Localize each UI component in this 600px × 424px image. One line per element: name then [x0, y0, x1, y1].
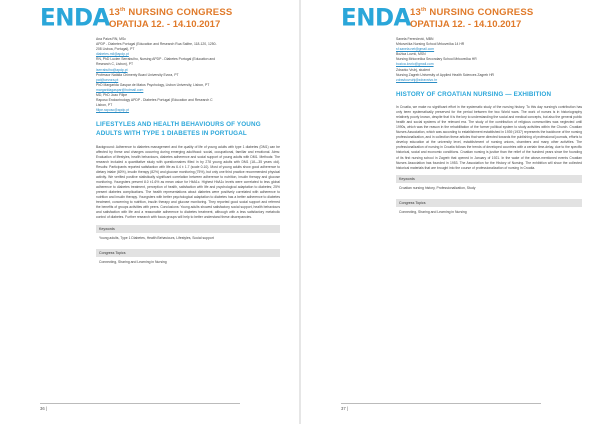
- page-number: 37 |: [341, 403, 541, 411]
- author-block: [96, 37, 280, 113]
- left-page: [0, 0, 299, 424]
- author-line: Ana Paiva RN, MSc: [96, 37, 126, 41]
- enda-logo: ENDA: [40, 4, 110, 32]
- author-line: Mrkovečka Nursing School Mrkovečka 14 HR: [396, 42, 465, 47]
- congress-topics-text: Connecting, Sharing and Learning in Nursing: [399, 209, 467, 214]
- congress-number: 13: [410, 7, 421, 19]
- keywords-header: Keywords: [96, 225, 280, 233]
- right-page: [301, 0, 600, 424]
- congress-name: NURSING CONGRESS: [125, 7, 233, 19]
- congress-topics-text: Connecting, Sharing and Learning in Nursing: [99, 259, 167, 264]
- keywords-text: Young adults, Type 1 Diabetes, Health Behaviours, Lifestyles, Social support: [99, 235, 214, 240]
- keywords-text: Croatian nursing history, Professionalization, Study: [399, 185, 476, 190]
- author-line: Lisbon, PT: [96, 103, 113, 108]
- article-abstract: Background: Adherence to diabetes management and the quality of life of young adults with type 1 diabetes (DM1) can be affected by these and changes occurring during emerging adulthood: social, occupational, familiar and emotional. Aims: Evaluation of lifestyles, health behaviours, diabetes adherence and social support of young adults with DM1. Methods: The research included a quantitative study with questionnaires filled in by 278 young adults with DM1 (18—35 years old). Results: Participants reported satisfaction with life as 6.4 ± 1.7 (scale 0-10). Most of young adults show good adherence to dietary intake (60%), insulin therapy (82%) and glucose monitoring (75%), but only one third practice recommended physical activity. We verified positive statistically significant correlation between adherence to nutrition, insulin therapy and glucose monitoring. Youngsters present 8.0 ±1.6% as mean value for HbA1c. Highest HbA1c levels were correlated to less global adherence to diabetes treatment, perception of health, satisfaction with life and psychological adaptation to diabetes; 25% present diabetes complications. The health representations about diabetes were positively correlated with adherence to nutrition and insulin therapy. Youngsters with better psychological adaptation to diabetes has a better adherence to diabetes treatment, concerning to nutrition, insulin therapy and glucose monitoring. They reported good social support and referred the benefits of groups activities with peers. Conclusions: Young adults showed satisfactory social support, health behaviours and satisfaction with life and a reasonable adherence to diabetes treatment, although with a less satisfactory metabolic control of diabetes. Further research with focus groups will help to better understand these discrepancies.: [96, 144, 280, 220]
- congress-ordinal: th: [420, 7, 427, 13]
- congress-place-date: OPATIJA 12. - 14.10.2017: [109, 19, 221, 30]
- author-line: PhD Margarida Gaspar de Matos Psychology, Lisbon University, Lisbon, PT: [96, 82, 210, 87]
- author-line: Research C, Lisbon), PT: [96, 62, 134, 67]
- author-line: 208 Lisboa, Portugal), PT: [96, 47, 135, 52]
- author-block: [396, 37, 582, 83]
- author-line: RN, PhD Lucien Serrabulho, Nursing APDP - Diabetes Portugal (Education and: [96, 57, 216, 62]
- author-email-link[interactable]: lserrabulho@apdp.pt: [96, 67, 128, 72]
- article-abstract: In Croatia, we make no significant effort in the systematic study of the nursing history. To this day nursing's contribution has only been systematically preserved for the period between the two World wars. The work of nurses is in historiography relatively poorly known, despite that it is the key to understanding the social and medical concepts, but also the general public health and social systems of the relevant era. The study of the contribution of religious communities was neglected until 1990s, which was the reason in the rehabilitation of the former political system to study activities within the Church. Croatian Nurses Association, which was according to establishment established in 1939 (1937) represents the backbone of the nursing professionalization, and in collection these articles that were directed towards the publishing of professional journals, efforts to develop education at the university level, establishment of nursing unions, chambers and many other activities. The professionalization of nursing in Croatia follows the trends of developed countries with a certain time-delay, due to the specific historical, social and economic conditions. Croatian nursing is justice than the relief of the hundred years since the founding of its first nursing school in Zagreb that opened in January of 1921. In the wake of the above-mentioned events Croatian Nurses Association has founded in 1953. The Association for the History of Nursing. The exhibition will show the collected historical materials that are brought into the course of professionalization of nursing in Croatia.: [396, 105, 582, 170]
- congress-number: 13: [109, 7, 120, 19]
- keywords-header: Keywords: [396, 175, 582, 183]
- author-email-link[interactable]: pat@uevora.pt: [96, 77, 119, 82]
- congress-title: [109, 7, 232, 18]
- congress-topics-header: Congress Topics: [96, 249, 280, 257]
- author-line: Nursing Zagreb University of Applied Health Sciences Zagreb HR: [396, 72, 494, 77]
- enda-logo: ENDA: [341, 4, 411, 32]
- congress-name: NURSING CONGRESS: [426, 7, 534, 19]
- author-line: Professor Natália Chimenty Boavi University Evora, PT: [96, 72, 179, 77]
- author-email-link[interactable]: diabetes.mil@apdp.pt: [96, 52, 129, 57]
- article-title: LIFESTYLES AND HEALTH BEHAVIOURS OF YOUNG ADULTS WITH TYPE 1 DIABETES IN PORTUGAL: [96, 121, 261, 137]
- congress-place-date: OPATIJA 12. - 14.10.2017: [410, 19, 522, 30]
- author-line: Sanela Ferenčević, MBN: [396, 37, 434, 41]
- author-email-link[interactable]: bozica.lovric@gmail.com: [396, 62, 434, 67]
- article-title: HISTORY OF CROATIAN NURSING — EXHIBITION: [396, 90, 552, 98]
- author-line: Božica Lovrić, MSN: [396, 52, 426, 57]
- congress-ordinal: th: [119, 7, 126, 13]
- author-line: Zdravko Vruhj, student: [396, 67, 430, 72]
- author-line: APDP - Diabetes Portugal (Education and Research Rua Salitre, 118-120, 1250-: [96, 42, 217, 47]
- congress-topics-header: Congress Topics: [396, 199, 582, 207]
- page-number: 36 |: [40, 403, 240, 411]
- author-email-link[interactable]: filipe.raposo@apdp.pt: [96, 108, 130, 113]
- author-email-link[interactable]: sf.sanela.net@gmail.com: [396, 47, 435, 52]
- right-article: [396, 37, 582, 219]
- congress-title: [410, 7, 533, 18]
- left-article: [96, 37, 280, 269]
- author-email-link[interactable]: margaridagaspar@hotmail.com: [96, 87, 144, 92]
- author-email-link[interactable]: zdravkovruhj@zdravstvo.hr: [396, 77, 438, 82]
- author-line: Raposo Endocrinology APDP - Diabetes Portugal (Education and Research C: [96, 98, 213, 103]
- author-line: Nursing Mrkovečka Secondary School Mrkovečka HR: [396, 57, 477, 62]
- author-line: MD, PhD Joao Filipe: [96, 93, 128, 98]
